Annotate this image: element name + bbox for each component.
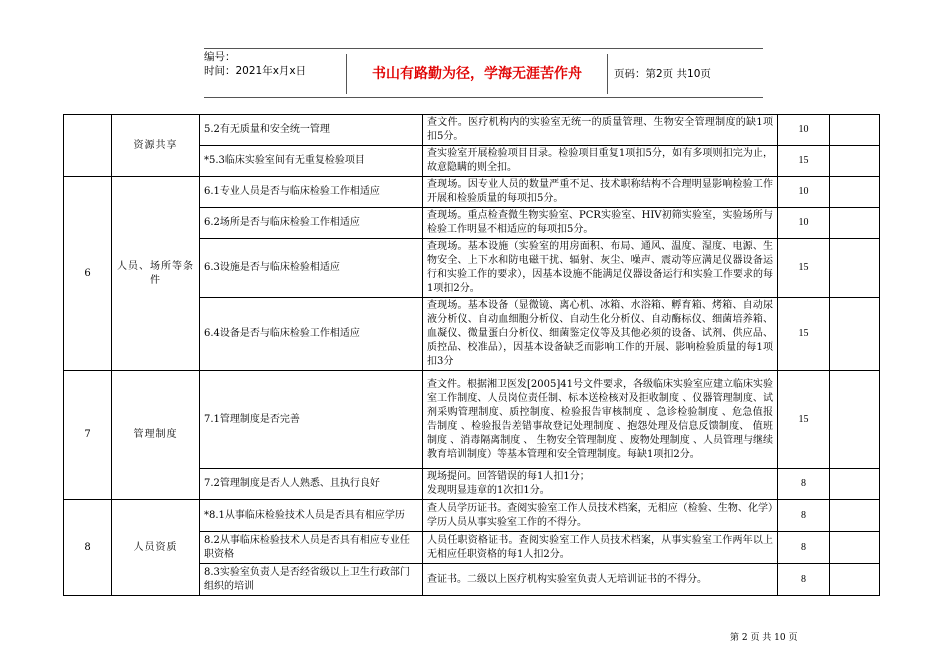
item-cell: 8.2从事临床检验技术人员是否具有相应专业任职资格 (200, 532, 423, 564)
table-row (64, 177, 880, 208)
category-cell: 资源共享 (112, 115, 200, 177)
score-cell: 10 (778, 177, 830, 208)
item-cell: 8.3实验室负责人是否经省级以上卫生行政部门组织的培训 (200, 564, 423, 596)
item-cell: *5.3临床实验室间有无重复检验项目 (200, 146, 423, 177)
score-cell: 15 (778, 239, 830, 298)
header-motto: 书山有路勤为径，学海无涯苦作舟 (346, 54, 608, 94)
header-bottom-rule (204, 97, 763, 98)
blank-cell (830, 500, 880, 532)
method-cell: 查现场。重点检查微生物实验室、PCR实验室、HIV初筛实验室，实验场所与检验工作明显不相适应的每项扣5分。 (423, 208, 778, 239)
row-number: 6 (64, 177, 112, 371)
item-cell: 7.1管理制度是否完善 (200, 371, 423, 469)
header-meta (204, 50, 339, 94)
score-cell: 10 (778, 115, 830, 146)
page-footer: 第 2 页 共 10 页 (730, 633, 798, 643)
category-cell: 人员资质 (112, 500, 200, 596)
row-number: 8 (64, 500, 112, 596)
blank-cell (830, 532, 880, 564)
blank-cell (830, 371, 880, 469)
method-cell: 查现场。基本设备（显微镜、离心机、冰箱、水浴箱、孵育箱、烤箱、自动尿液分析仪、自动血细胞分析仪、自动生化分析仪、自动酶标仪、细菌培养箱、血凝仪、微量蛋白分析仪、细菌鉴定仪等及其他必须的设备、试剂、供应品、质控品、校准品），因基本设备缺乏而影响工作的开展、影响检验质量的每1项扣3分 (423, 298, 778, 371)
method-cell: 现场提问。回答错误的每1人扣1分； 发现明显违章的1次扣1分。 (423, 469, 778, 500)
method-cell: 人员任职资格证书。查阅实验室工作人员技术档案，从事实验室工作两年以上无相应任职资格的每1人扣2分。 (423, 532, 778, 564)
item-cell: 7.2管理制度是否人人熟悉、且执行良好 (200, 469, 423, 500)
score-cell: 15 (778, 298, 830, 371)
item-cell: *8.1从事临床检验技术人员是否具有相应学历 (200, 500, 423, 532)
item-cell: 6.4设备是否与临床检验工作相适应 (200, 298, 423, 371)
table-row (64, 500, 880, 532)
blank-cell (830, 115, 880, 146)
item-cell: 6.2场所是否与临床检验工作相适应 (200, 208, 423, 239)
category-cell: 人员、场所等条件 (112, 177, 200, 371)
item-cell: 6.3设施是否与临床检验相适应 (200, 239, 423, 298)
method-cell: 查实验室开展检验项目目录。检验项目重复1项扣5分，如有多项则扣完为止，故意隐瞒的则全扣。 (423, 146, 778, 177)
row-number: 7 (64, 371, 112, 500)
item-cell: 5.2有无质量和安全统一管理 (200, 115, 423, 146)
blank-cell (830, 208, 880, 239)
method-cell: 查文件。根据湘卫医发[2005]41号文件要求，各级临床实验室应建立临床实验室工作制度、人员岗位责任制、标本送检核对及拒收制度 、仪器管理制度、试剂采购管理制度、质控制度、检验报告审核制度 、急诊检验制度 、危急值报告制度 、检验报告差错事故登记处理制度 、抱怨处理及信息反馈制度、 值班制度 、消毒隔离制度 、 生物安全管理制度 、废物处理制度 、人员管理与继续教育培训制度）等基本管理和安全管理制度。每缺1项扣2分。 (423, 371, 778, 469)
method-cell: 查现场。基本设施（实验室的用房面积、布局、通风、温度、湿度、电源、生物安全、上下水和防电磁干扰、辐射、灰尘、噪声、震动等应满足仪器设备运行和实验工作的要求），因基本设施不能满足仪器设备运行和实验工作要求的每1项扣2分。 (423, 239, 778, 298)
table-row (64, 115, 880, 146)
header-page-number: 页码：第2页 共10页 (614, 68, 711, 80)
blank-cell (830, 239, 880, 298)
score-cell: 8 (778, 469, 830, 500)
method-cell: 查现场。因专业人员的数量严重不足、技术职称结构不合理明显影响检验工作开展和检验质量的每项扣5分。 (423, 177, 778, 208)
score-cell: 8 (778, 532, 830, 564)
score-cell: 10 (778, 208, 830, 239)
row-number (64, 115, 112, 177)
category-cell: 管理制度 (112, 371, 200, 500)
blank-cell (830, 146, 880, 177)
score-cell: 15 (778, 146, 830, 177)
document-date: 时间：2021年x月x日 (204, 65, 307, 77)
score-cell: 8 (778, 564, 830, 596)
blank-cell (830, 177, 880, 208)
method-cell: 查人员学历证书。查阅实验室工作人员技术档案，无相应（检验、生物、化学）学历人员从事实验室工作的不得分。 (423, 500, 778, 532)
method-cell: 查证书。二级以上医疗机构实验室负责人无培训证书的不得分。 (423, 564, 778, 596)
item-cell: 6.1专业人员是否与临床检验工作相适应 (200, 177, 423, 208)
evaluation-table (63, 114, 880, 596)
score-cell: 8 (778, 500, 830, 532)
blank-cell (830, 564, 880, 596)
method-cell: 查文件。医疗机构内的实验室无统一的质量管理、生物安全管理制度的缺1项扣5分。 (423, 115, 778, 146)
blank-cell (830, 469, 880, 500)
table-row (64, 371, 880, 469)
blank-cell (830, 298, 880, 371)
document-number-label: 编号： (204, 51, 236, 63)
header-top-rule (204, 48, 763, 49)
score-cell: 15 (778, 371, 830, 469)
